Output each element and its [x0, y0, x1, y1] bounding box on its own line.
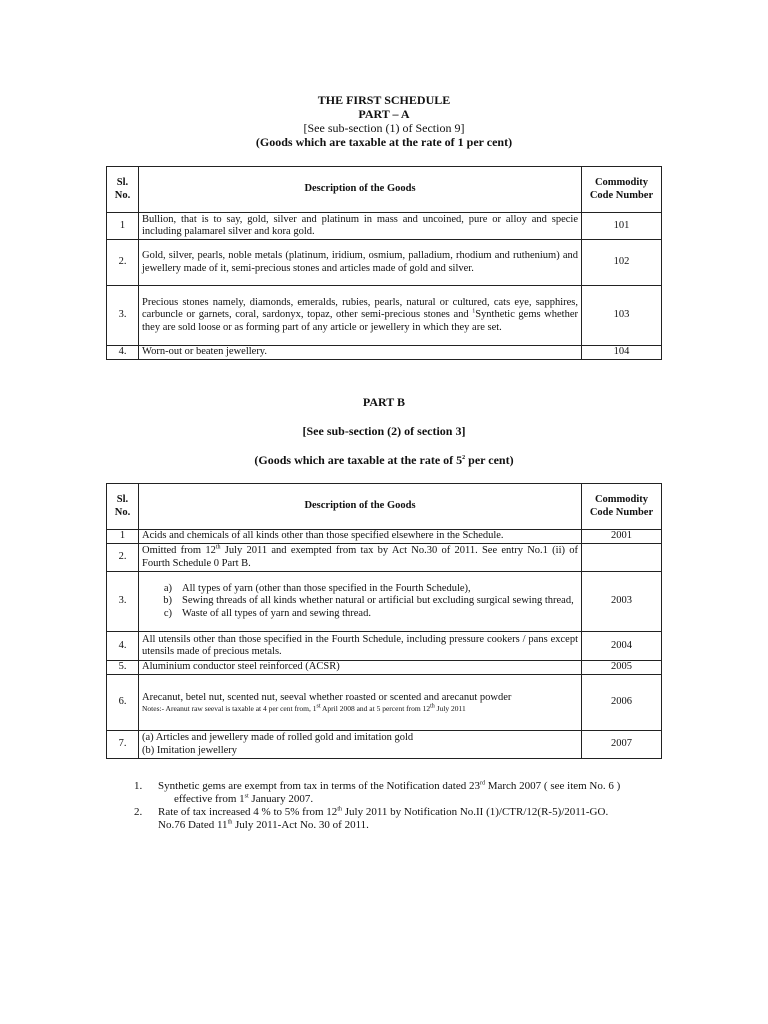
- row-sl: 4.: [107, 632, 139, 661]
- footnote-text: [158, 806, 694, 832]
- row-code: 2001: [582, 530, 662, 544]
- header-code: Commodity Code Number: [582, 484, 662, 530]
- row-sl: 3.: [107, 572, 139, 632]
- note-text: April 2008 and at 5 percent from 12: [320, 704, 431, 714]
- item-text: Waste of all types of yarn and sewing thread.: [182, 607, 371, 619]
- header-description: Description of the Goods: [139, 484, 582, 530]
- table-row: [107, 346, 662, 360]
- row-description: [139, 675, 582, 731]
- rate-text: per cent): [465, 453, 514, 467]
- row-description: [139, 572, 582, 632]
- part-b-table: [106, 483, 662, 759]
- schedule-title: THE FIRST SCHEDULE: [317, 93, 451, 107]
- item-marker: b): [163, 595, 172, 607]
- row-code: 2003: [582, 572, 662, 632]
- row-code: 103: [582, 286, 662, 346]
- row-description: [139, 731, 582, 759]
- fn-part: July 2011-Act No. 30 of 2011.: [232, 819, 369, 831]
- header-sl: Sl. No.: [107, 484, 139, 530]
- row-sl: 7.: [107, 731, 139, 759]
- header-sl: Sl. No.: [107, 167, 139, 213]
- list-item: [142, 608, 578, 620]
- list-item: [142, 583, 578, 595]
- desc-part: (b) Imitation jewellery: [142, 744, 238, 756]
- part-b-reference: [See sub-section (2) of section 3]: [302, 424, 466, 438]
- rate-text: (Goods which are taxable at the rate of 5: [254, 453, 463, 467]
- table-row: [107, 661, 662, 675]
- row-sl: 2.: [107, 240, 139, 286]
- desc-part: July 2011 and exempted from tax by Act No.30 of 2011. See entry No.1 (ii) of Fourth Schedule 0 Part B.: [142, 545, 578, 569]
- fn-part: effective from 1: [174, 793, 245, 805]
- row-sl: 1: [107, 213, 139, 240]
- table-row: [107, 731, 662, 759]
- table-row: [107, 675, 662, 731]
- row-sl: 1: [107, 530, 139, 544]
- row-note: [142, 704, 578, 713]
- fn-part: Rate of tax increased 4 % to 5% from 12: [158, 806, 338, 818]
- header-description: Description of the Goods: [139, 167, 582, 213]
- sub-item-list: [142, 583, 578, 620]
- table-row: [107, 286, 662, 346]
- table-header-row: [107, 484, 662, 530]
- row-code: 2006: [582, 675, 662, 731]
- row-description: Aluminium conductor steel reinforced (ACSR): [139, 661, 582, 675]
- footnote-text: [158, 780, 694, 806]
- row-description: Worn-out or beaten jewellery.: [139, 346, 582, 360]
- item-text: Sewing threads of all kinds whether natural or artificial but excluding surgical sewing thread,: [182, 595, 574, 607]
- footnote-ref: 1: [472, 308, 476, 315]
- footnote: [134, 806, 694, 832]
- list-item: [142, 595, 578, 607]
- row-sl: 2.: [107, 544, 139, 572]
- part-a-heading: [0, 93, 768, 149]
- desc-part: Arecanut, betel nut, scented nut, seeval whether roasted or scented and arecanut powder: [142, 691, 512, 703]
- table-row: [107, 240, 662, 286]
- table-row: [107, 572, 662, 632]
- footnotes: [134, 780, 694, 832]
- part-a-rate: (Goods which are taxable at the rate of 1 per cent): [255, 135, 513, 149]
- footnote-number: 1.: [134, 780, 143, 792]
- row-sl: 4.: [107, 346, 139, 360]
- row-sl: 5.: [107, 661, 139, 675]
- superscript: th: [337, 806, 342, 813]
- footnote-number: 2.: [134, 806, 143, 818]
- item-marker: a): [163, 582, 172, 594]
- fn-part: March 2007 ( see item No. 6 ): [484, 780, 621, 792]
- desc-part: Synthetic gems whether they are sold loose or as forming part of any article or jewellery in which they are set.: [142, 309, 578, 333]
- superscript: st: [316, 703, 321, 710]
- fn-part: July 2011 by Notification No.II (1)/CTR/12(R-5)/2011-GO.: [341, 806, 609, 818]
- desc-part: (a) Articles and jewellery made of rolled gold and imitation gold: [142, 732, 414, 744]
- note-text: July 2011: [434, 704, 466, 714]
- desc-part: Omitted from 12: [142, 545, 216, 557]
- row-code: 2007: [582, 731, 662, 759]
- item-marker: c): [163, 607, 172, 619]
- row-code: 104: [582, 346, 662, 360]
- table-row: [107, 544, 662, 572]
- superscript: th: [430, 703, 435, 710]
- header-code: Commodity Code Number: [582, 167, 662, 213]
- superscript: th: [215, 544, 221, 551]
- table-row: [107, 632, 662, 661]
- table-header-row: [107, 167, 662, 213]
- row-sl: 6.: [107, 675, 139, 731]
- desc-part: Precious stones namely, diamonds, emeralds, rubies, pearls, natural or cultured, cats eye, sapphires, carbuncle or garnets, coral, sardonyx, topaz, other semi-precious stones and: [142, 296, 578, 321]
- row-code: 101: [582, 213, 662, 240]
- table-row: [107, 530, 662, 544]
- part-b-label: PART B: [362, 395, 406, 409]
- part-a-table: [106, 166, 662, 360]
- item-text: All types of yarn (other than those specified in the Fourth Schedule),: [182, 582, 471, 594]
- row-description: [139, 286, 582, 346]
- row-code: [582, 544, 662, 572]
- table-row: [107, 213, 662, 240]
- row-description: Bullion, that is to say, gold, silver and platinum in mass and uncoined, pure or alloy and specie including palamarel silver and kora gold.: [139, 213, 582, 240]
- row-description: Gold, silver, pearls, noble metals (platinum, iridium, osmium, palladium, rhodium and ruthenium) and jewellery made of it, semi-precious stones and articles made of gold and silver.: [139, 240, 582, 286]
- note-text: Notes:- Areanut raw seeval is taxable at 4 per cent from, 1: [142, 704, 317, 714]
- part-a-label: PART – A: [358, 107, 410, 121]
- part-b-rate: [0, 453, 768, 467]
- row-description: All utensils other than those specified in the Fourth Schedule, including pressure cookers / pans except utensils made of precious metals.: [139, 632, 582, 661]
- fn-part: No.76 Dated 11: [158, 819, 228, 831]
- row-code: 2005: [582, 661, 662, 675]
- superscript: rd: [479, 780, 485, 787]
- superscript: th: [227, 819, 233, 826]
- row-code: 102: [582, 240, 662, 286]
- footnote-ref: 2: [462, 455, 466, 461]
- fn-part: Synthetic gems are exempt from tax in terms of the Notification dated 23: [158, 780, 480, 792]
- part-b-heading: [0, 395, 768, 482]
- row-description: Acids and chemicals of all kinds other than those specified elsewhere in the Schedule.: [139, 530, 582, 544]
- part-a-reference: [See sub-section (1) of Section 9]: [303, 121, 465, 135]
- fn-part: January 2007.: [248, 793, 314, 805]
- row-sl: 3.: [107, 286, 139, 346]
- superscript: st: [244, 793, 249, 800]
- row-description: [139, 544, 582, 572]
- row-code: 2004: [582, 632, 662, 661]
- fn-line: [158, 793, 694, 806]
- footnote: [134, 780, 694, 806]
